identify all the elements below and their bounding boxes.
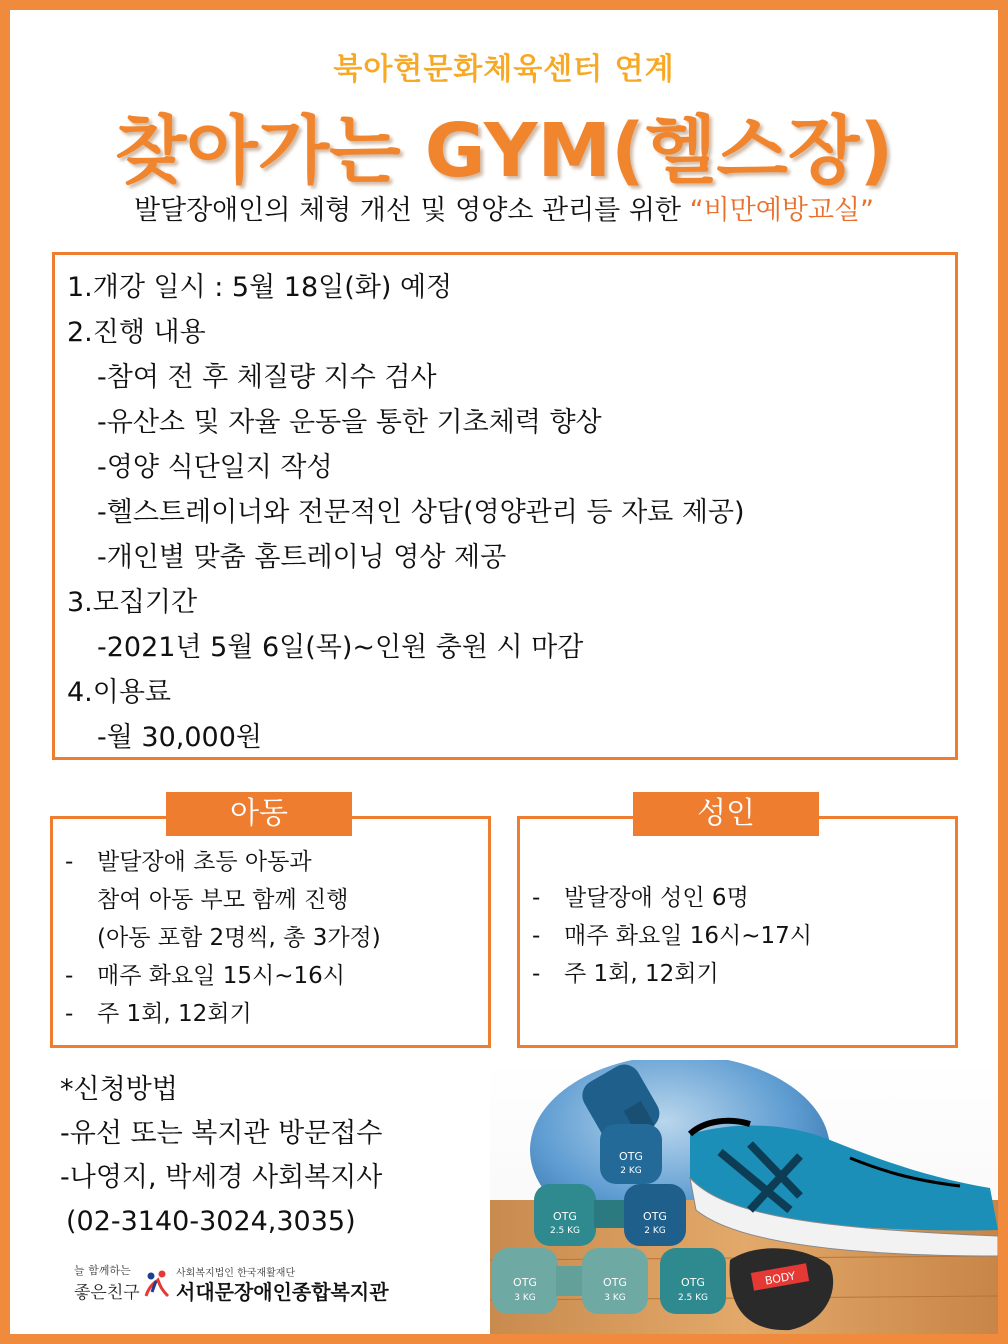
- logo-org-small: 사회복지법인 한국재활재단: [176, 1268, 296, 1279]
- dumbbell-weight-label: 2 KG: [644, 1226, 666, 1236]
- main-title-part1: 찾아가는: [114, 108, 401, 194]
- organization-logo: [70, 1262, 430, 1306]
- dumbbell-weight-label: 2.5 KG: [549, 1226, 581, 1236]
- list-item: - 매주 화요일 15시~16시: [65, 963, 345, 989]
- info-fee-heading: 4.이용료: [67, 677, 172, 708]
- info-content-heading: 2.진행 내용: [67, 317, 206, 348]
- info-schedule: 1.개강 일시 : 5월 18일(화) 예정: [67, 272, 453, 303]
- dumbbell-brand: OTG: [603, 1276, 627, 1289]
- tagline: [0, 188, 1008, 227]
- info-recruit-heading: 3.모집기간: [67, 587, 198, 618]
- dumbbell-brand: OTG: [619, 1150, 643, 1163]
- dumbbell-weight-label: 2 KG: [620, 1166, 642, 1176]
- application-title: *신청방법: [60, 1074, 178, 1105]
- logo-slogan: 좋은친구: [74, 1283, 140, 1303]
- info-content-item: -참여 전 후 체질량 지수 검사: [97, 362, 437, 393]
- list-item: - 주 1회, 12회기: [532, 961, 719, 987]
- child-list: [65, 843, 480, 1033]
- dumbbell-brand: OTG: [681, 1276, 705, 1289]
- logo-slogan-small: 늘 함께하는: [74, 1264, 131, 1277]
- list-item: - 발달장애 초등 아동과: [65, 849, 312, 875]
- list-item: (아동 포함 2명씩, 총 3가정): [97, 925, 381, 951]
- dumbbell-weight-label: 3 KG: [604, 1293, 626, 1303]
- logo-mark-icon: [142, 1268, 172, 1298]
- partner-heading: 북아현문화체육센터 연계: [333, 52, 675, 87]
- info-recruit-period: -2021년 5월 6일(목)~인원 충원 시 마감: [97, 632, 584, 663]
- logo-org-name: 서대문장애인종합복지관: [176, 1280, 389, 1304]
- program-info-box: [52, 252, 958, 760]
- application-contact: -나영지, 박세경 사회복지사: [60, 1162, 383, 1193]
- adult-list: [532, 879, 947, 993]
- info-fee-amount: -월 30,000원: [97, 722, 262, 753]
- info-content-item: -영양 식단일지 작성: [97, 452, 333, 483]
- application-info: [60, 1068, 382, 1244]
- fitness-photo: [490, 1060, 998, 1334]
- main-title: [0, 92, 1008, 198]
- dumbbell-brand: OTG: [643, 1210, 667, 1223]
- glove-label: BODY: [764, 1269, 797, 1288]
- child-box: [50, 816, 491, 1048]
- tagline-text: 발달장애인의 체형 개선 및 영양소 관리를 위한: [133, 195, 690, 226]
- info-content-item: -개인별 맞춤 홈트레이닝 영상 제공: [97, 542, 507, 573]
- dumbbell-weight-label: 2.5 KG: [677, 1293, 709, 1303]
- info-content-item: -유산소 및 자율 운동을 통한 기초체력 향상: [97, 407, 602, 438]
- application-phone: (02-3140-3024,3035): [66, 1206, 356, 1237]
- list-item: - 주 1회, 12회기: [65, 1001, 252, 1027]
- list-item: - 발달장애 성인 6명: [532, 885, 749, 911]
- main-title-part2: GYM(헬스장): [424, 108, 894, 194]
- adult-box: [517, 816, 958, 1048]
- dumbbell-brand: OTG: [513, 1276, 537, 1289]
- list-item: 참여 아동 부모 함께 진행: [97, 887, 349, 913]
- application-method: -유선 또는 복지관 방문접수: [60, 1118, 383, 1149]
- child-label: 아동: [166, 792, 352, 836]
- dumbbell-weight-label: 3 KG: [514, 1293, 536, 1303]
- info-content-item: -헬스트레이너와 전문적인 상담(영양관리 등 자료 제공): [97, 497, 745, 528]
- tagline-quote: “비만예방교실”: [689, 195, 875, 226]
- dumbbell-brand: OTG: [553, 1210, 577, 1223]
- list-item: - 매주 화요일 16시~17시: [532, 923, 812, 949]
- adult-label: 성인: [633, 792, 819, 836]
